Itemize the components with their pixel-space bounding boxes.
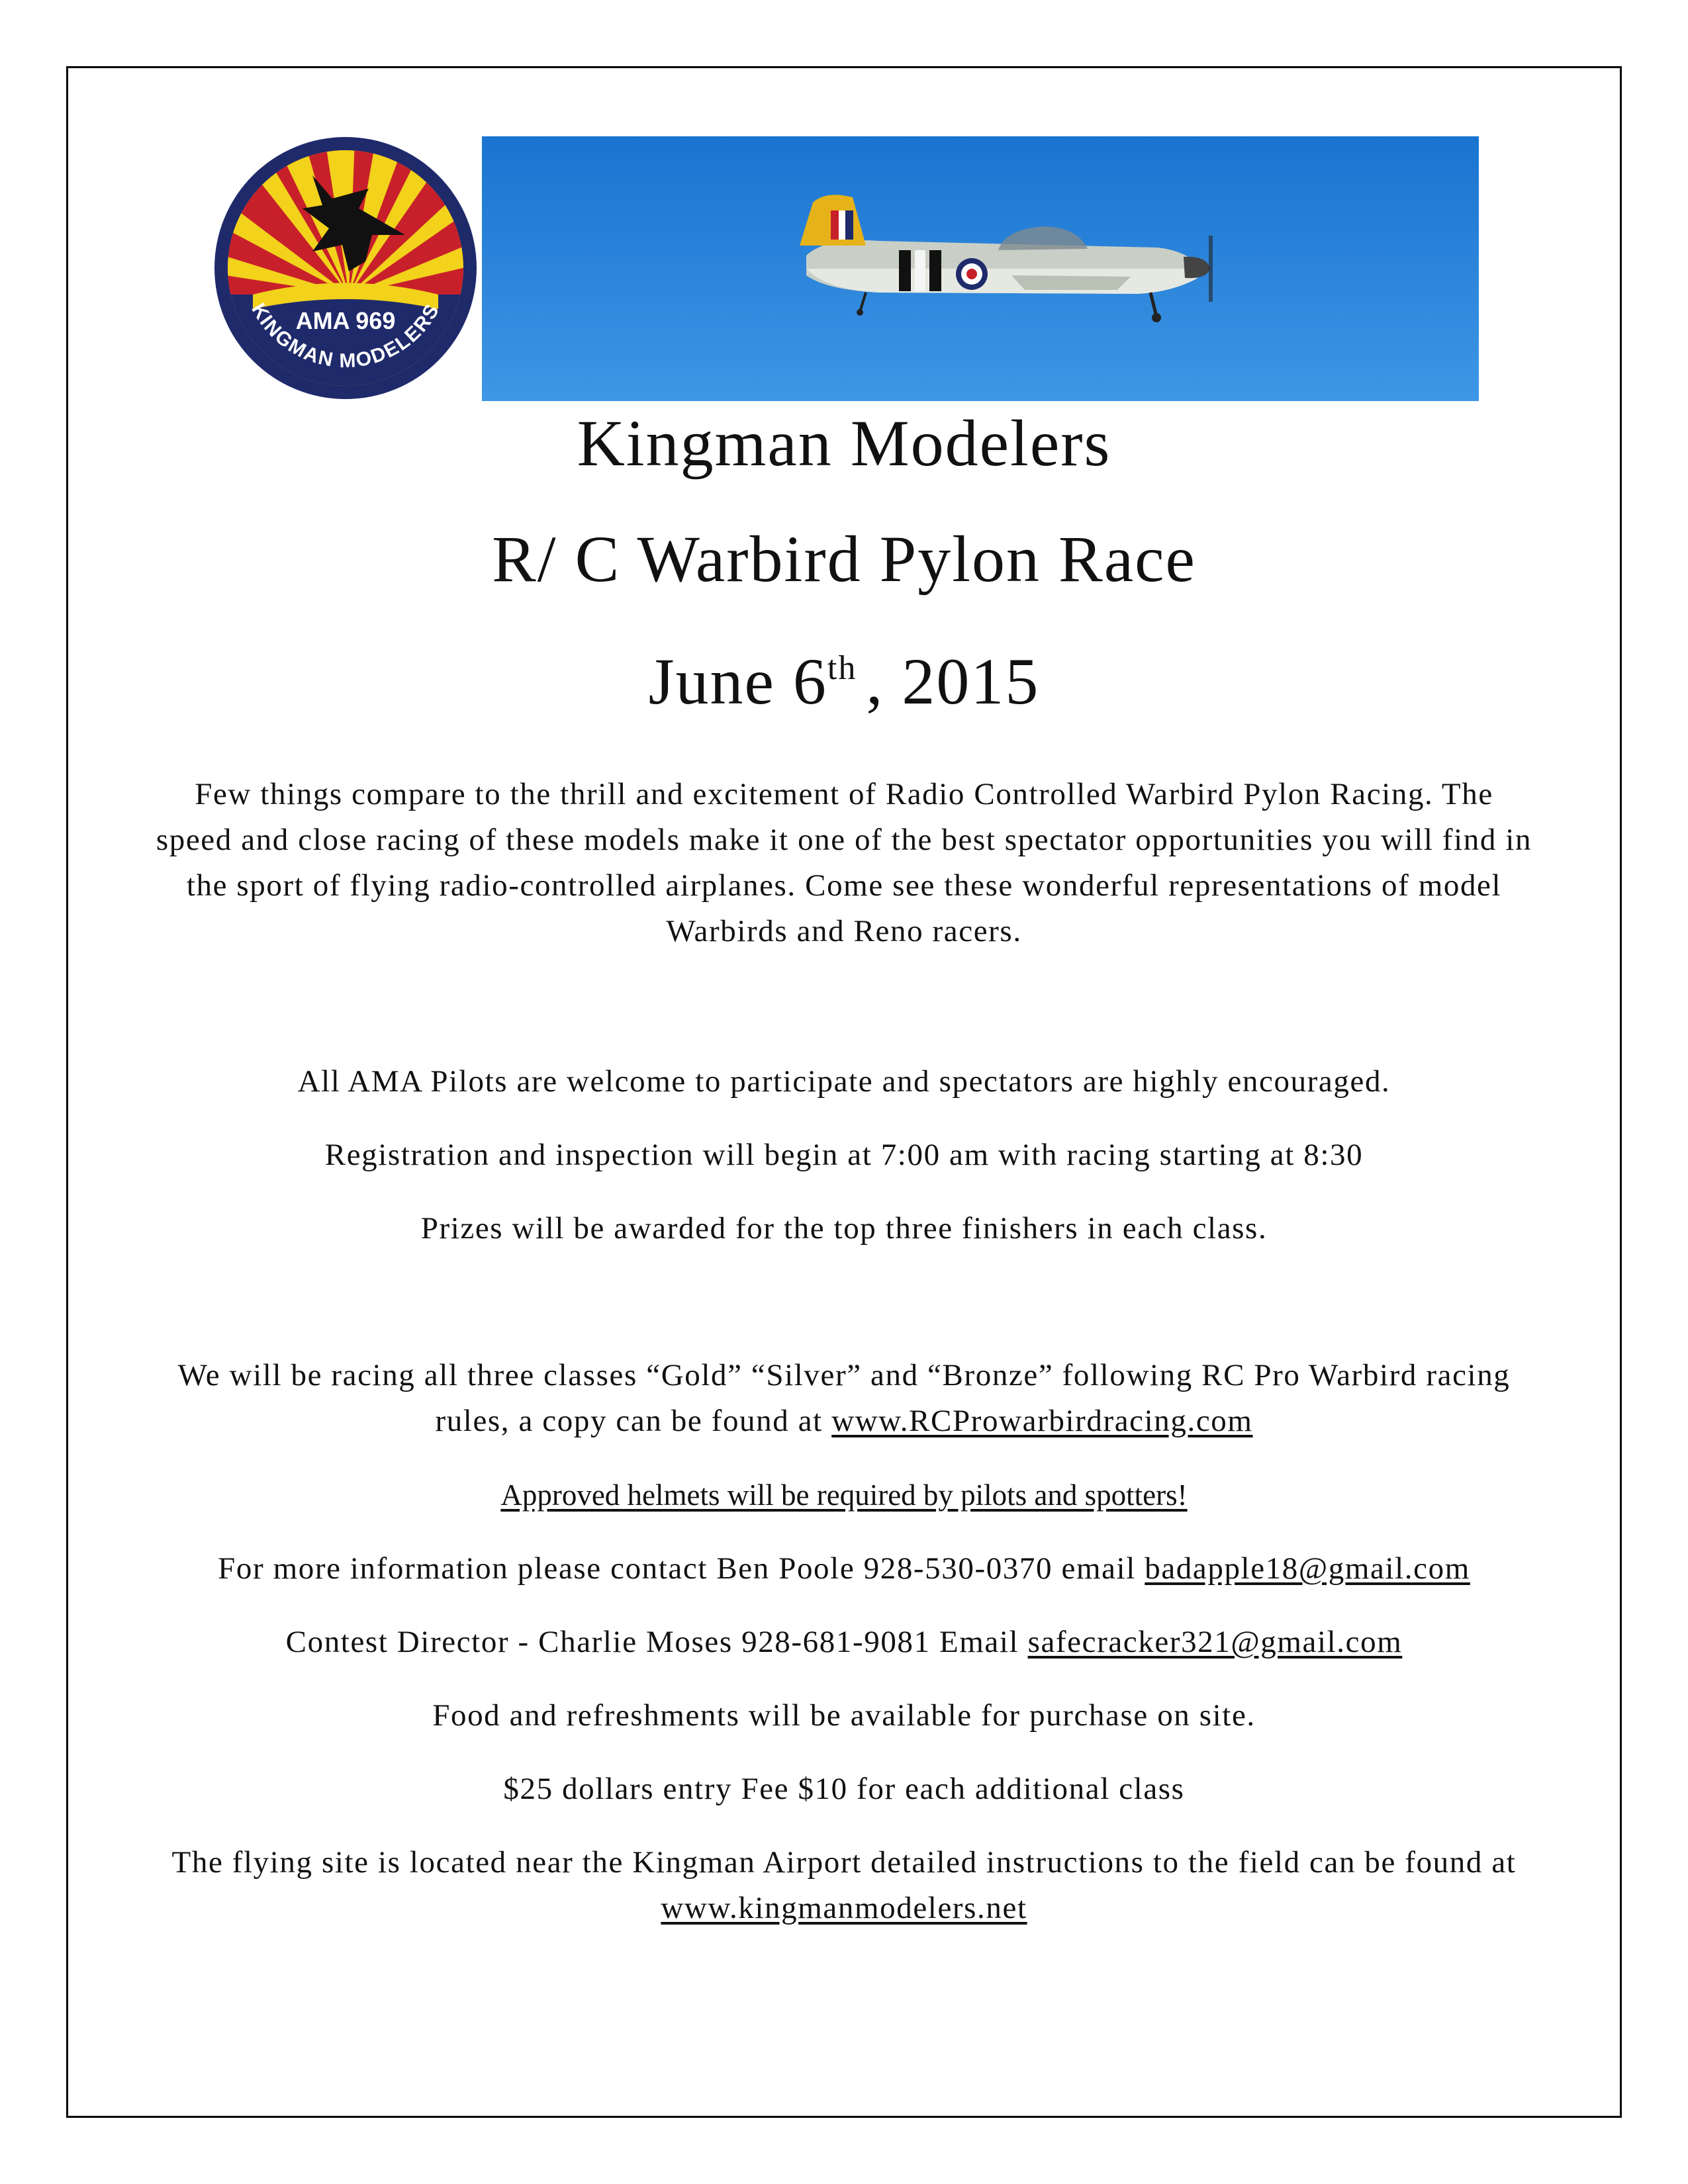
food-text: Food and refreshments will be available for purchase on site.	[432, 1698, 1256, 1733]
logo-top-text: AMA 969	[295, 307, 396, 334]
date-suffix: , 2015	[866, 645, 1040, 718]
classes-paragraph	[79, 1353, 1609, 1444]
helmets-notice	[79, 1473, 1609, 1518]
logo-ring-text: KINGMAN MODELERS	[247, 299, 444, 373]
welcome-text: All AMA Pilots are welcome to participate and spectators are highly encouraged.	[297, 1064, 1391, 1099]
intro-line: the sport of flying radio-controlled airplanes. Come see these wonderful representations of model	[186, 868, 1502, 903]
date-superscript: th	[827, 649, 857, 687]
intro-paragraph	[79, 772, 1609, 954]
contact-info	[79, 1546, 1609, 1592]
director-text: Contest Director - Charlie Moses 928-681-9081 Email	[285, 1625, 1028, 1659]
rules-link[interactable]: www.RCProwarbirdracing.com	[831, 1404, 1253, 1438]
location-line: The flying site is located near the Kingman Airport detailed instructions to the field can be found at	[171, 1845, 1517, 1880]
director-email-link[interactable]: safecracker321@gmail.com	[1027, 1625, 1403, 1659]
location-paragraph	[79, 1840, 1609, 1931]
classes-line: We will be racing all three classes “Gold” “Silver” and “Bronze” following RC Pro Warbird racing	[177, 1358, 1511, 1392]
contact-text: For more information please contact Ben Poole 928-530-0370 email	[218, 1551, 1145, 1586]
contact-email-link[interactable]: badapple18@gmail.com	[1145, 1551, 1470, 1586]
event-title: R/ C Warbird Pylon Race	[492, 522, 1196, 596]
helmets-text: Approved helmets will be required by pilots and spotters!	[500, 1479, 1188, 1512]
director-info	[79, 1619, 1609, 1665]
intro-line: Few things compare to the thrill and excitement of Radio Controlled Warbird Pylon Racing. The	[195, 777, 1493, 811]
club-logo	[213, 136, 478, 400]
date-prefix: June 6	[648, 645, 827, 718]
site-link[interactable]: www.kingmanmodelers.net	[661, 1891, 1027, 1925]
intro-line: speed and close racing of these models make it one of the best spectator opportunities you will find in	[156, 823, 1532, 857]
prizes-text: Prizes will be awarded for the top three finishers in each class.	[420, 1211, 1268, 1246]
intro-line: Warbirds and Reno racers.	[666, 914, 1022, 948]
classes-line	[79, 1398, 1609, 1444]
event-date	[79, 645, 1609, 718]
club-title: Kingman Modelers	[577, 406, 1111, 480]
registration-text: Registration and inspection will begin at 7:00 am with racing starting at 8:30	[324, 1138, 1364, 1172]
classes-text: rules, a copy can be found at	[435, 1404, 832, 1438]
warbird-photo	[482, 136, 1479, 401]
fee-text: $25 dollars entry Fee $10 for each additional class	[503, 1772, 1185, 1806]
